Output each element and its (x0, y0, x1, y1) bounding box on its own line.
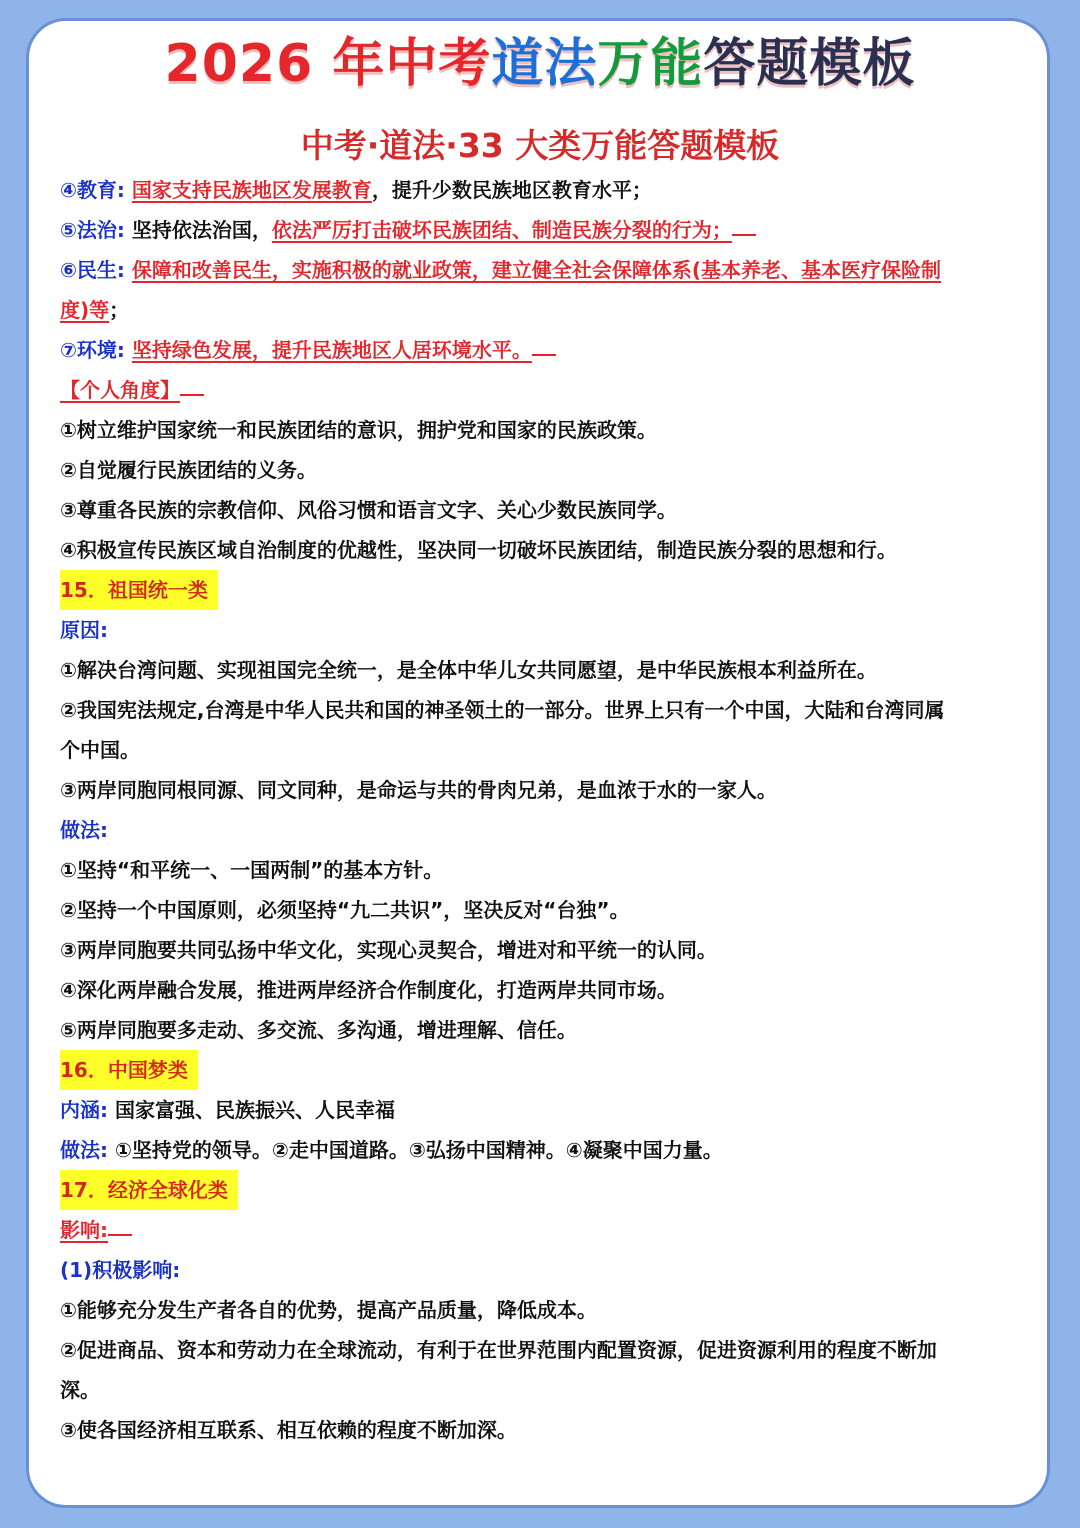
reason-item-3: ③两岸同胞同根同源、同文同种，是命运与共的骨肉兄弟，是血浓于水的一家人。 (60, 778, 777, 802)
impact-label-line (60, 1210, 1025, 1250)
label-livelihood: ⑥民生: (60, 258, 125, 282)
method-item-4: ④深化两岸融合发展，推进两岸经济合作制度化，打造两岸共同市场。 (60, 978, 677, 1002)
positive-label-line (60, 1250, 1025, 1290)
law-underline-gap (732, 210, 756, 236)
livelihood-highlight: 保障和改善民生，实施积极的就业政策，建立健全社会保障体系(基本养老、基本医疗保险制 (131, 258, 942, 282)
livelihood-end: ； (109, 298, 130, 322)
method-item-5: ⑤两岸同胞要多走动、多交流、多沟通，增进理解、信任。 (60, 1018, 577, 1042)
law-highlight: 依法严厉打击破坏民族团结、制造民族分裂的行为； (271, 218, 732, 242)
section-16-heading: 16．中国梦类 (60, 1050, 198, 1090)
content-body (60, 170, 1025, 1450)
line-livelihood-cont (60, 290, 1025, 330)
law-text: 坚持依法治国， (131, 218, 272, 242)
reason-label-line (60, 610, 1025, 650)
method-item-3: ③两岸同胞要共同弘扬中华文化，实现心灵契合，增进对和平统一的认同。 (60, 938, 717, 962)
section-17-heading: 17．经济全球化类 (60, 1170, 238, 1210)
personal-heading-text: 【个人角度】 (60, 378, 180, 402)
title-part-3: 万能 (597, 34, 704, 94)
education-rest: ，提升少数民族地区教育水平； (371, 178, 652, 202)
section-17 (60, 1170, 1025, 1210)
page-title (0, 32, 1080, 96)
personal-item-3: ③尊重各民族的宗教信仰、风俗习惯和语言文字、关心少数民族同学。 (60, 498, 677, 522)
environment-underline-gap (532, 330, 556, 356)
globalization-item-1: ①能够充分发生产者各自的优势，提高产品质量，降低成本。 (60, 1298, 597, 1322)
section-15-heading: 15．祖国统一类 (60, 570, 218, 610)
line-livelihood (60, 250, 1025, 290)
method-label: 做法: (60, 818, 108, 842)
personal-item-4: ④积极宣传民族区域自治制度的优越性，坚决同一切破坏民族团结，制造民族分裂的思想和行。 (60, 538, 897, 562)
label-environment: ⑦环境: (60, 338, 125, 362)
personal-heading (60, 370, 1025, 410)
title-part-2: 道法 (491, 34, 598, 94)
title-part-4: 答题模板 (703, 34, 916, 94)
dream-method-line (60, 1130, 1025, 1170)
impact-underline-gap (108, 1210, 132, 1236)
globalization-item-2-cont: 深。 (60, 1378, 100, 1402)
globalization-item-2: ②促进商品、资本和劳动力在全球流动，有利于在世界范围内配置资源，促进资源利用的程度不断加 (60, 1338, 937, 1362)
section-16 (60, 1050, 1025, 1090)
section-15 (60, 570, 1025, 610)
reason-item-2: ②我国宪法规定,台湾是中华人民共和国的神圣领土的一部分。世界上只有一个中国，大陆和台湾同属 (60, 698, 945, 722)
impact-label: 影响: (60, 1218, 108, 1242)
reason-item-2-cont: 个中国。 (60, 738, 140, 762)
dream-method-text: ①坚持党的领导。②走中国道路。③弘扬中国精神。④凝聚中国力量。 (114, 1138, 723, 1162)
connotation-text: 国家富强、民族振兴、人民幸福 (114, 1098, 395, 1122)
line-environment (60, 330, 1025, 370)
page-subtitle: 中考·道法·33 大类万能答题模板 (300, 126, 780, 165)
connotation-line (60, 1090, 1025, 1130)
positive-label: (1)积极影响: (60, 1258, 181, 1282)
reason-item-1: ①解决台湾问题、实现祖国完全统一，是全体中华儿女共同愿望，是中华民族根本利益所在。 (60, 658, 877, 682)
method-label-line (60, 810, 1025, 850)
personal-item-1: ①树立维护国家统一和民族团结的意识，拥护党和国家的民族政策。 (60, 418, 657, 442)
connotation-label: 内涵: (60, 1098, 108, 1122)
line-education (60, 170, 1025, 210)
label-law: ⑤法治: (60, 218, 125, 242)
title-part-1: 2026 年中考 (164, 34, 492, 94)
personal-underline-gap (180, 370, 204, 396)
livelihood-highlight-cont: 度)等 (60, 298, 110, 322)
education-highlight: 国家支持民族地区发展教育 (131, 178, 372, 202)
method-item-2: ②坚持一个中国原则，必须坚持“九二共识”，坚决反对“台独”。 (60, 898, 630, 922)
environment-highlight: 坚持绿色发展，提升民族地区人居环境水平。 (131, 338, 532, 362)
personal-item-2: ②自觉履行民族团结的义务。 (60, 458, 317, 482)
line-law (60, 210, 1025, 250)
method-item-1: ①坚持“和平统一、一国两制”的基本方针。 (60, 858, 444, 882)
dream-method-label: 做法: (60, 1138, 108, 1162)
reason-label: 原因: (60, 618, 108, 642)
label-education: ④教育: (60, 178, 125, 202)
globalization-item-3: ③使各国经济相互联系、相互依赖的程度不断加深。 (60, 1418, 517, 1442)
